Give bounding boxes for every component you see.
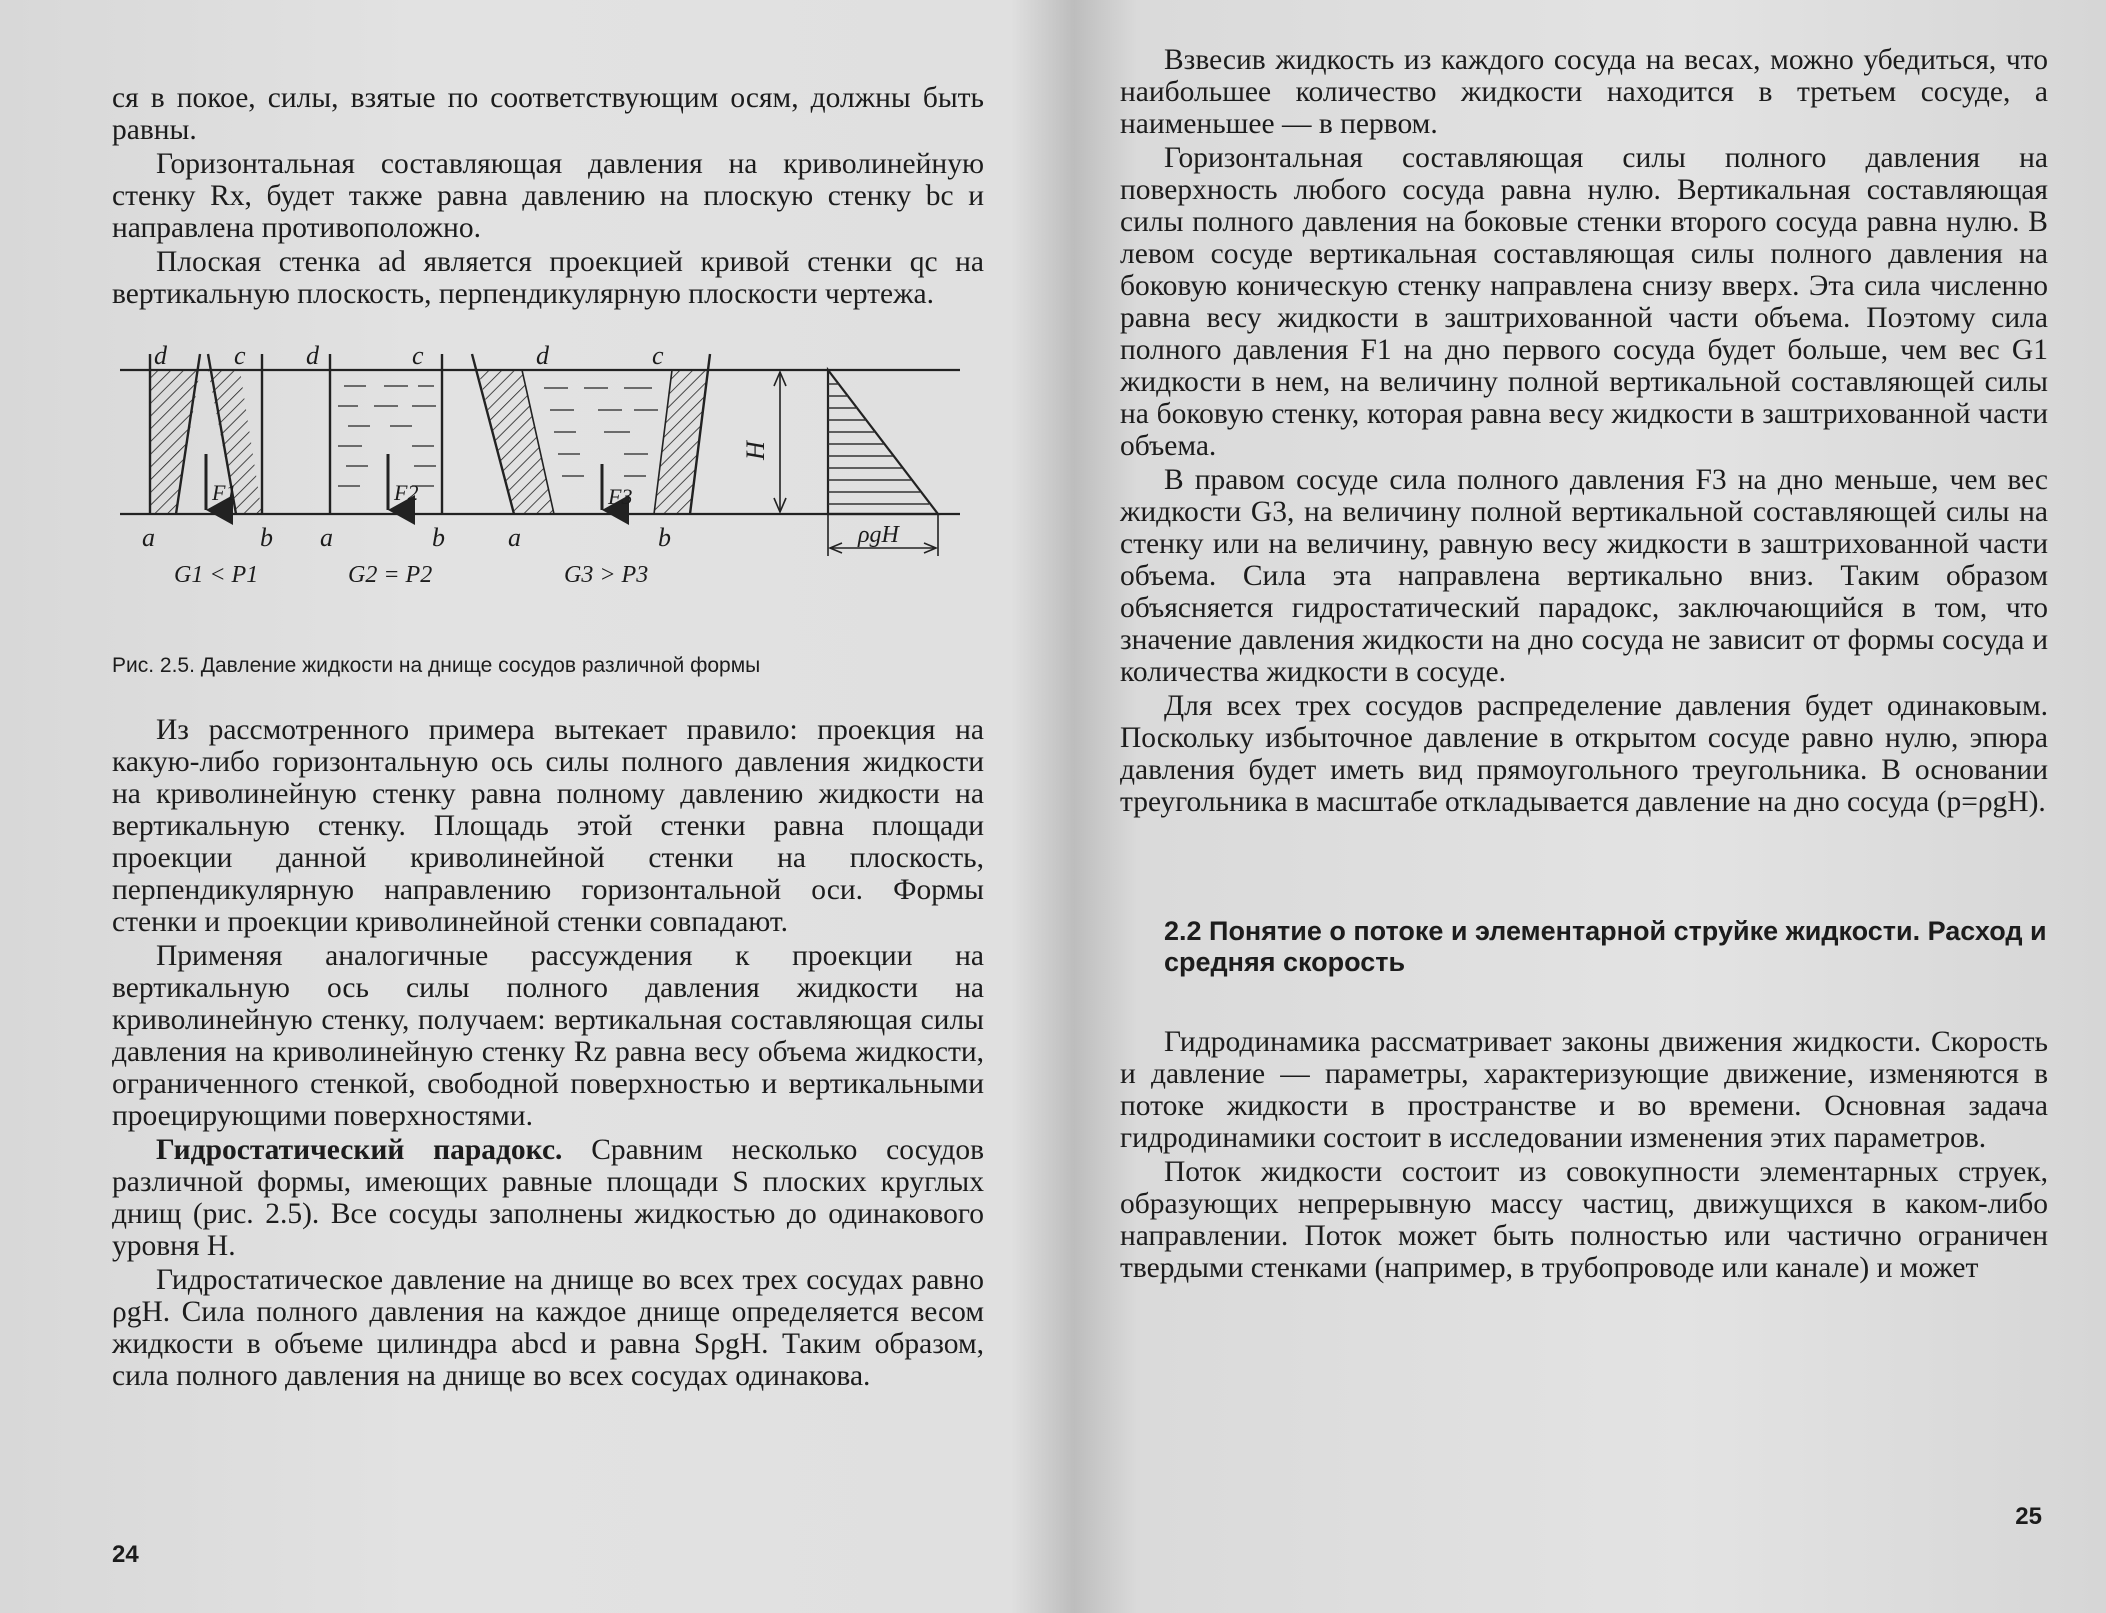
label-f2: F2 [394,480,419,505]
label-b: b [260,523,273,552]
paragraph: Поток жидкости состоит из совокупности элементарных струек, образующих непрерывную массу частиц, движущихся в каком-либо направлении. Поток может быть полностью или частично ограничен твердыми стенками (например, в трубопроводе или канале) и может [1120,1156,2048,1284]
label-h: H [741,441,770,460]
section-heading: 2.2 Понятие о потоке и элементарной струйке жидкости. Расход и средняя скорость [1164,916,2047,977]
label-c: c [234,341,246,370]
left-page [0,0,1050,1613]
label-c: c [412,341,424,370]
paragraph: Для всех трех сосудов распределение давления будет одинаковым. Поскольку избыточное давление в открытом сосуде равно нулю, эпюра давления будет иметь вид прямоугольного треугольника. В основании треугольника в масштабе откладывается давление на дно сосуда (p=ρgH). [1120,690,2048,818]
paragraph: Из рассмотренного примера вытекает правило: проекция на какую-либо горизонтальную ось силы полного давления жидкости на криволинейную стенку равна полному давлению жидкости на вертикальную стенку. Площадь этой стенки равна площади проекции данной криволинейной стенки на плоскость, перпендикулярную направлению горизонтальной оси. Формы стенки и проекции криволинейной стенки совпадают. [112,714,984,938]
label-f3: F3 [608,484,633,509]
label-g2-p2: G2 = P2 [348,562,433,588]
label-a: a [142,523,155,552]
label-b: b [432,523,445,552]
paradox-text: Сравним несколько сосудов различной формы, имеющих равные площади S плоских круглых днищ (рис. 2.5). Все сосуды заполнены жидкостью до одинакового уровня H. [112,1134,985,1262]
label-b: b [658,523,671,552]
paragraph: Горизонтальная составляющая силы полного давления на поверхность любого сосуда равна нулю. Вертикальная составляющая силы полного давления на боковые стенки второго сосуда равна нулю. В левом сосуде вертикальная составляющая силы полного давления на боковую коническую стенку направлена снизу вверх. Эта сила численно равна весу жидкости в заштрихованной части объема. Поэтому сила полного давления F1 на дно первого сосуда будет больше, чем вес G1 жидкости в нем, на величину полной вертикальной составляющей силы на боковую стенку, которая равна весу жидкости в заштрихованной части объема. [1120,142,2048,462]
figure-2-5 [112,314,984,696]
paragraph: В правом сосуде сила полного давления F3 на дно меньше, чем вес жидкости G3, на величину полной вертикальной составляющей силы на стенку или на величину, равную весу жидкости в заштрихованной части объема. Сила эта направлена вертикально вниз. Таким образом объясняется гидростатический парадокс, заключающийся в том, что значение давления жидкости на дно сосуда не зависит от формы сосуда и количества жидкости в сосуде. [1120,464,2048,688]
page-number: 24 [112,1541,139,1568]
label-c: c [652,341,664,370]
label-g1-p1: G1 < P1 [174,562,259,588]
label-pgh: ρgH [858,522,899,548]
paragraph: ся в покое, силы, взятые по соответствующим осям, должны быть равны. [112,82,984,146]
left-text-column [112,82,984,1392]
height-dimension [774,372,786,512]
vessel-1 [150,354,262,514]
paradox-title: Гидростатический парадокс. [156,1134,563,1166]
paragraph: Взвесив жидкость из каждого сосуда на весах, можно убедиться, что наибольшее количество жидкости находится в третьем сосуде, а наименьшее — в первом. [1120,44,2048,140]
label-a: a [508,523,521,552]
paragraph: Плоская стенка ad является проекцией кривой стенки qc на вертикальную плоскость, перпендикулярную плоскости чертежа. [112,246,984,310]
right-text-column [1120,44,2048,1284]
label-a: a [320,523,333,552]
label-d: d [306,341,319,370]
paradox-paragraph [112,1134,984,1262]
vessels-diagram [112,314,984,644]
label-f1: F1 [212,480,237,505]
page-number: 25 [2015,1503,2042,1530]
paragraph: Гидростатическое давление на днище во всех трех сосудах равно ρgH. Сила полного давления на каждое днище определяется весом жидкости в объеме цилиндра abcd и равна SρgH. Таким образом, сила полного давления на днище во всех сосудах одинакова. [112,1264,984,1392]
right-page [1056,0,2106,1613]
vessel-3 [472,354,710,514]
vessel-2 [330,354,442,514]
paragraph: Применяя аналогичные рассуждения к проекции на вертикальную ось силы полного давления жидкости на криволинейную стенку, получаем: вертикальная составляющая силы давления на криволинейную стенку Rz равна весу объема жидкости, ограниченного стенкой, свободной поверхностью и вертикальными проецирующими поверхностями. [112,940,984,1132]
label-g3-p3: G3 > P3 [564,562,649,588]
figure-caption: Рис. 2.5. Давление жидкости на днище сосудов различной формы [112,654,761,677]
paragraph: Горизонтальная составляющая давления на криволинейную стенку Rx, будет также равна давлению на плоскую стенку bc и направлена противоположно. [112,148,984,244]
label-d: d [154,341,167,370]
label-d: d [536,341,549,370]
paragraph: Гидродинамика рассматривает законы движения жидкости. Скорость и давление — параметры, характеризующие движение, изменяются в потоке жидкости в пространстве и во времени. Основная задача гидродинамики состоит в исследовании изменения этих параметров. [1120,1026,2048,1154]
